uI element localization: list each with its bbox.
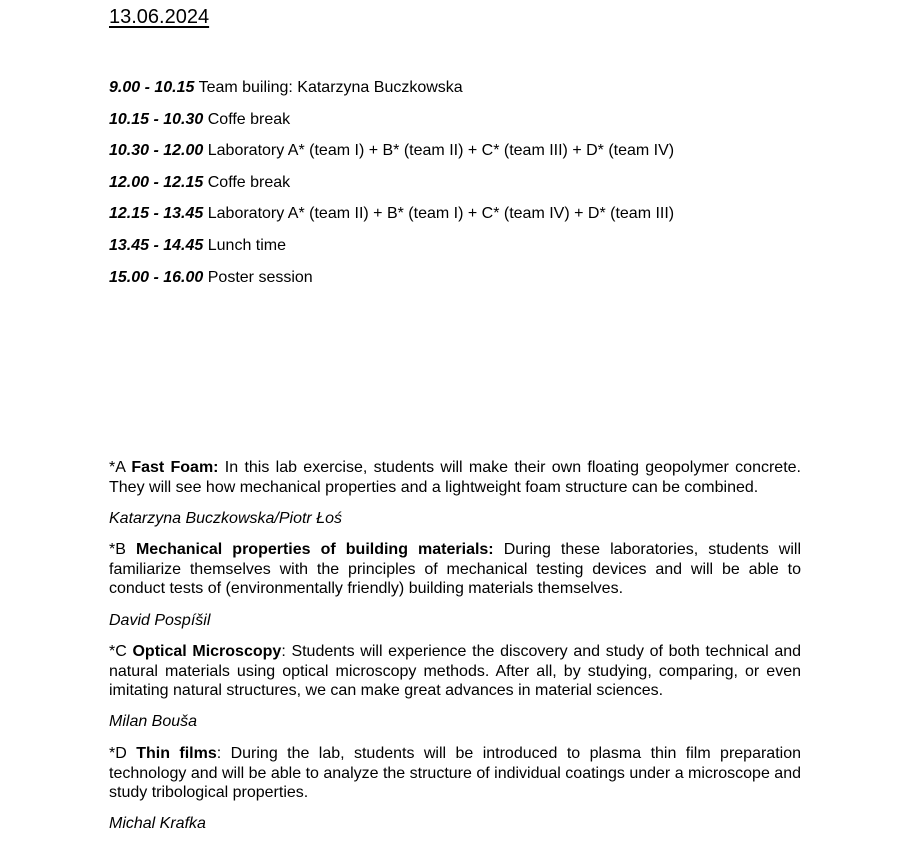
schedule-time: 9.00 - 10.15	[109, 79, 195, 96]
schedule-time: 12.00 - 12.15	[109, 173, 204, 191]
schedule-time: 12.15 - 13.45	[109, 205, 204, 223]
schedule-item	[109, 78, 674, 110]
schedule-item	[109, 141, 674, 173]
lab-author-a: Katarzyna Buczkowska/Piotr Łoś	[109, 510, 342, 527]
schedule-item	[109, 204, 674, 236]
lab-prefix: *A	[109, 459, 132, 476]
schedule-item	[109, 236, 674, 268]
schedule-time: 10.15 - 10.30	[109, 110, 204, 128]
schedule-text: Lunch time	[207, 236, 287, 254]
schedule-time: 13.45 - 14.45	[109, 236, 204, 254]
lab-text: : During the lab, students will be introduced to plasma thin film preparation technology and will be able to analyze the structure of individual coatings under a microscope and study tribological properties.	[109, 745, 802, 801]
schedule-item	[109, 110, 674, 142]
schedule-text: Poster session	[207, 268, 313, 286]
lab-title: Thin films	[136, 745, 217, 762]
lab-text: During these laboratories, students will familiarize themselves with the principles of mechanical testing devices and will be able to conduct tests of (environmentally friendly) building materials themselves.	[109, 541, 801, 597]
lab-title: Fast Foam:	[131, 459, 219, 476]
lab-text: In this lab exercise, students will make their own floating geopolymer concrete. They will see how mechanical properties and a lightweight foam structure can be combined.	[109, 459, 801, 496]
schedule-text: Team builing: Katarzyna Buczkowska	[198, 79, 463, 96]
schedule-time: 10.30 - 12.00	[109, 142, 204, 160]
schedule-text: Laboratory A* (team II) + B* (team I) + C* (team IV) + D* (team III)	[207, 205, 675, 223]
lab-title: Mechanical properties of building materials:	[135, 541, 494, 558]
lab-description-a	[109, 458, 801, 497]
lab-title: Optical Microscopy	[132, 643, 282, 660]
schedule-text: Coffe break	[207, 110, 291, 128]
lab-author-b: David Pospíšil	[109, 612, 211, 629]
lab-prefix: *B	[109, 541, 136, 558]
lab-prefix: *D	[109, 745, 137, 762]
lab-prefix: *C	[109, 643, 133, 660]
schedule-text: Coffe break	[207, 173, 291, 191]
lab-text: : Students will experience the discovery and study of both technical and natural materials using optical microscopy methods. After all, by studying, comparing, or even imitating natural structures, we can make great advances in material sciences.	[109, 643, 802, 699]
lab-author-c: Milan Bouša	[109, 713, 198, 730]
schedule-time: 15.00 - 16.00	[109, 268, 204, 286]
schedule-list	[109, 78, 674, 299]
document-date: 13.06.2024	[109, 6, 210, 28]
schedule-item	[109, 268, 674, 300]
lab-description-b	[109, 540, 801, 599]
lab-description-c	[109, 642, 801, 701]
lab-description-d	[109, 744, 801, 803]
schedule-text: Laboratory A* (team I) + B* (team II) + C* (team III) + D* (team IV)	[207, 142, 675, 160]
lab-author-d: Michal Krafka	[109, 815, 206, 832]
schedule-item	[109, 173, 674, 205]
